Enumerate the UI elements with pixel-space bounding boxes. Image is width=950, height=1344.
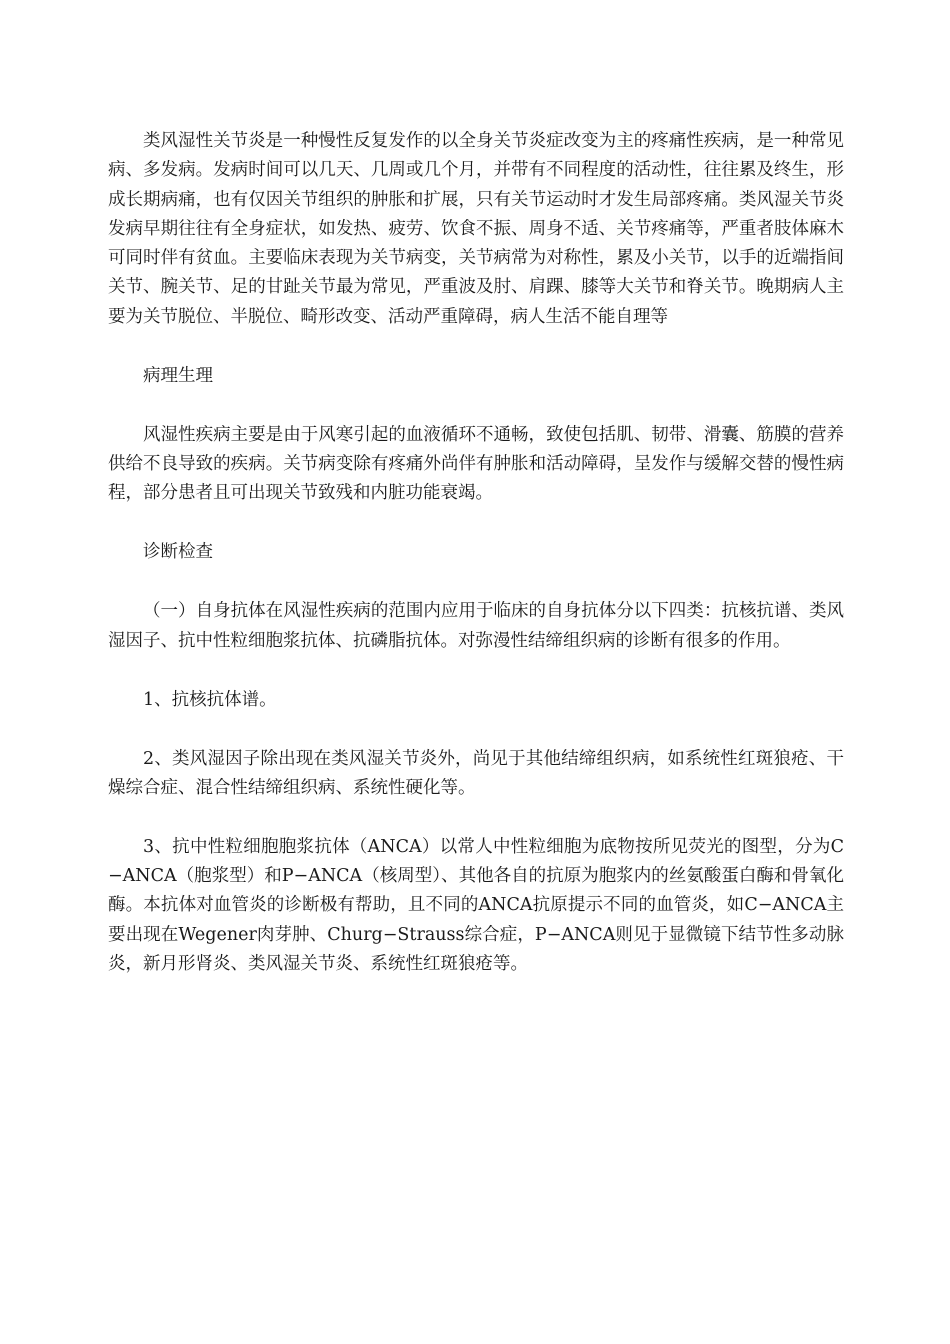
autoantibody-paragraph: （一）自身抗体在风湿性疾病的范围内应用于临床的自身抗体分以下四类：抗核抗谱、类风湿因子、抗中性粒细胞浆抗体、抗磷脂抗体。对弥漫性结缔组织病的诊断有很多的作用。 [108, 601, 844, 651]
intro-paragraph: 类风湿性关节炎是一种慢性反复发作的以全身关节炎症改变为主的疼痛性疾病，是一种常见病、多发病。发病时间可以几天、几周或几个月，并带有不同程度的活动性，往往累及终生，形成长期病痛，也有仅因关节组织的肿胀和扩展，只有关节运动时才发生局部疼痛。类风湿关节炎发病早期往往有全身症状，如发热、疲劳、饮食不振、周身不适、关节疼痛等，严重者肢体麻木可同时伴有贫血。主要临床表现为关节病变，关节病常为对称性，累及小关节，以手的近端指间关节、腕关节、足的甘趾关节最为常见，严重波及肘、肩踝、膝等大关节和脊关节。晚期病人主要为关节脱位、半脱位、畸形改变、活动严重障碍，病人生活不能自理等 [108, 131, 844, 327]
section-heading-pathology: 病理生理 [143, 365, 213, 386]
pathology-paragraph: 风湿性疾病主要是由于风寒引起的血液循环不通畅，致使包括肌、韧带、滑囊、筋膜的营养供给不良导致的疾病。关节病变除有疼痛外尚伴有肿胀和活动障碍，呈发作与缓解交替的慢性病程，部分患者且可出现关节致残和内脏功能衰竭。 [108, 424, 844, 504]
list-item-3: 3、抗中性粒细胞胞浆抗体（ANCA）以常人中性粒细胞为底物按所见荧光的图型，分为C−ANCA（胞浆型）和P−ANCA（核周型）、其他各自的抗原为胞浆内的丝氨酸蛋白酶和骨氧化酶。本抗体对血管炎的诊断极有帮助，且不同的ANCA抗原提示不同的血管炎，如C−ANCA主要出现在Wegener肉芽肿、Churg−Strauss综合症，P−ANCA则见于显微镜下结节性多动脉炎，新月形肾炎、类风湿关节炎、系统性红斑狼疮等。 [108, 836, 844, 975]
list-item-1: 1、抗核抗体谱。 [143, 689, 277, 710]
section-heading-diagnosis: 诊断检查 [143, 542, 213, 563]
list-item-2: 2、类风湿因子除出现在类风湿关节炎外，尚见于其他结缔组织病，如系统性红斑狼疮、干燥综合症、混合性结缔组织病、系统性硬化等。 [108, 748, 844, 798]
document-body [108, 127, 844, 1009]
